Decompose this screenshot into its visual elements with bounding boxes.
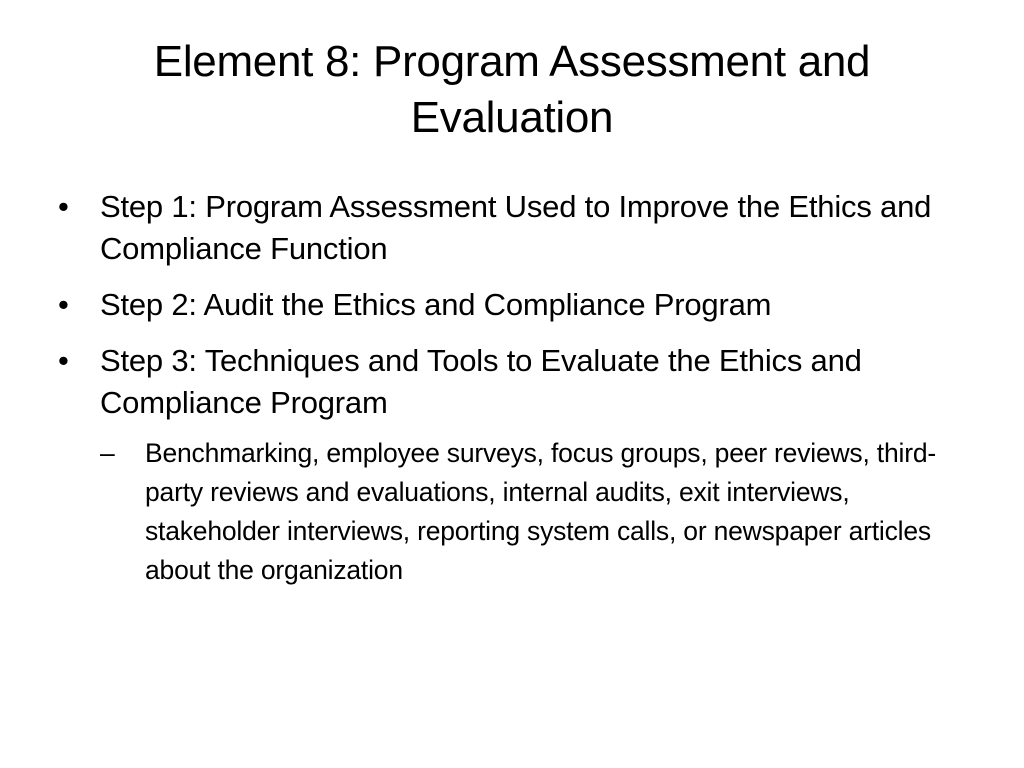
dash-icon: – (100, 438, 115, 468)
bullet-icon: • (58, 287, 69, 322)
sub-bullet-text: Benchmarking, employee surveys, focus groups, peer reviews, third-party reviews and evaluations, internal audits, exit interviews, stakeholder interviews, reporting system calls, or newspaper articles about the organization (145, 438, 936, 585)
bullet-text: Step 3: Techniques and Tools to Evaluate the Ethics and Compliance Program (100, 343, 862, 420)
sub-bullet-list (100, 434, 978, 590)
slide-content (58, 186, 978, 604)
bullet-list (58, 186, 978, 590)
bullet-icon: • (58, 343, 69, 378)
bullet-icon: • (58, 189, 69, 224)
bullet-item-step-3 (58, 340, 978, 590)
slide-title: Element 8: Program Assessment and Evaluation (153, 37, 871, 142)
bullet-text: Step 2: Audit the Ethics and Compliance Program (100, 287, 772, 322)
bullet-item-step-2 (58, 284, 978, 326)
sub-bullet-item (100, 434, 978, 590)
bullet-text: Step 1: Program Assessment Used to Improve the Ethics and Compliance Function (100, 189, 932, 266)
bullet-item-step-1 (58, 186, 978, 270)
